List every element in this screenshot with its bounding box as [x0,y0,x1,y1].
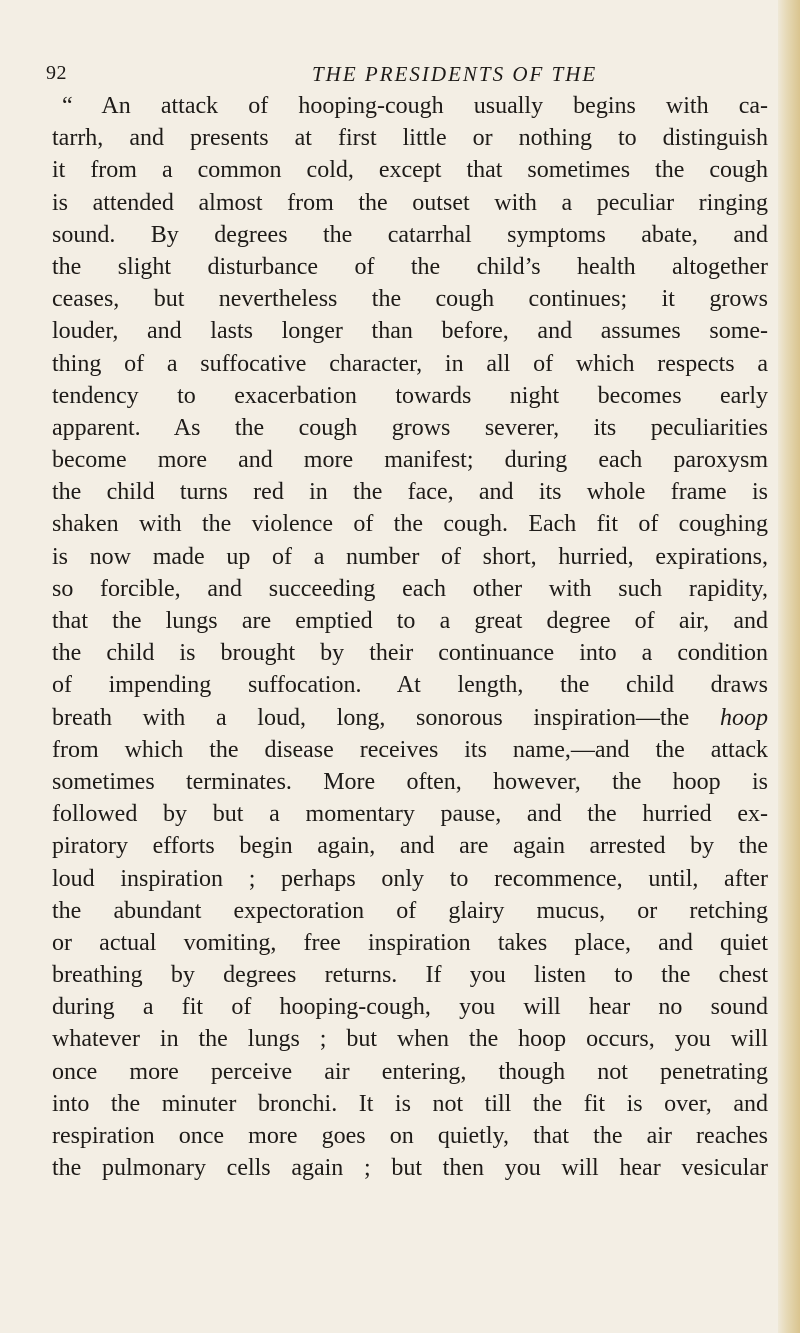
italic-word-hoop: hoop [720,704,768,731]
text-line: so forcible, and succeeding each other with such rapidity, [52,575,768,602]
text-line: shaken with the violence of the cough. Each fit of coughing [52,511,768,538]
text-line: that the lungs are emptied to a great degree of air, and [52,608,768,634]
text-line: the slight disturbance of the child’s health altogether [52,253,768,280]
text-line: is attended almost from the outset with a peculiar ringing [52,189,768,216]
text-line: piratory efforts begin again, and are again arrested by the [52,833,768,860]
text-line: respiration once more goes on quietly, that the air reaches [52,1123,768,1149]
text-line: from which the disease receives its name,—and the attack [52,736,768,763]
text-line: sound. By degrees the catarrhal symptoms abate, and [52,221,768,248]
text-line: breathing by degrees returns. If you listen to the chest [52,962,768,989]
page-edge [778,0,800,1333]
page-header [40,62,760,92]
text-line: the pulmonary cells again ; but then you will hear vesicular [52,1155,768,1182]
text-segment: breath with a loud, long, sonorous inspiration—the [52,704,690,731]
text-line-with-italic [52,702,768,734]
text-line: thing of a suffocative character, in all of which respects a [52,350,768,377]
text-line: or actual vomiting, free inspiration takes place, and quiet [52,929,768,956]
text-line: the abundant expectoration of glairy mucus, or retching [52,897,768,924]
text-line: tendency to exacerbation towards night becomes early [52,382,768,409]
page-number: 92 [46,62,67,84]
text-line: whatever in the lungs ; but when the hoop occurs, you will [52,1026,768,1053]
text-line: loud inspiration ; perhaps only to recommence, until, after [52,865,768,892]
text-line: louder, and lasts longer than before, and assumes some- [52,318,768,345]
running-head: THE PRESIDENTS OF THE [312,62,598,86]
text-line: it from a common cold, except that sometimes the cough [52,157,768,184]
text-line: sometimes terminates. More often, however, the hoop is [52,768,768,795]
text-line: “ An attack of hooping-cough usually begins with ca- [62,93,768,119]
text-line: the child turns red in the face, and its whole frame is [52,479,768,506]
text-line: followed by but a momentary pause, and the hurried ex- [52,801,768,828]
body-text [52,90,768,1184]
text-line: once more perceive air entering, though not penetrating [52,1058,768,1085]
text-line: ceases, but nevertheless the cough continues; it grows [52,286,768,313]
text-line: apparent. As the cough grows severer, its peculiarities [52,414,768,441]
text-line: into the minuter bronchi. It is not till the fit is over, and [52,1090,768,1117]
text-line: the child is brought by their continuance into a condition [52,640,768,667]
text-line: tarrh, and presents at first little or nothing to distinguish [52,125,768,152]
text-line: become more and more manifest; during each paroxysm [52,447,768,474]
text-line: during a fit of hooping-cough, you will hear no sound [52,994,768,1021]
text-line: is now made up of a number of short, hurried, expirations, [52,543,768,570]
text-line: of impending suffocation. At length, the child draws [52,672,768,699]
